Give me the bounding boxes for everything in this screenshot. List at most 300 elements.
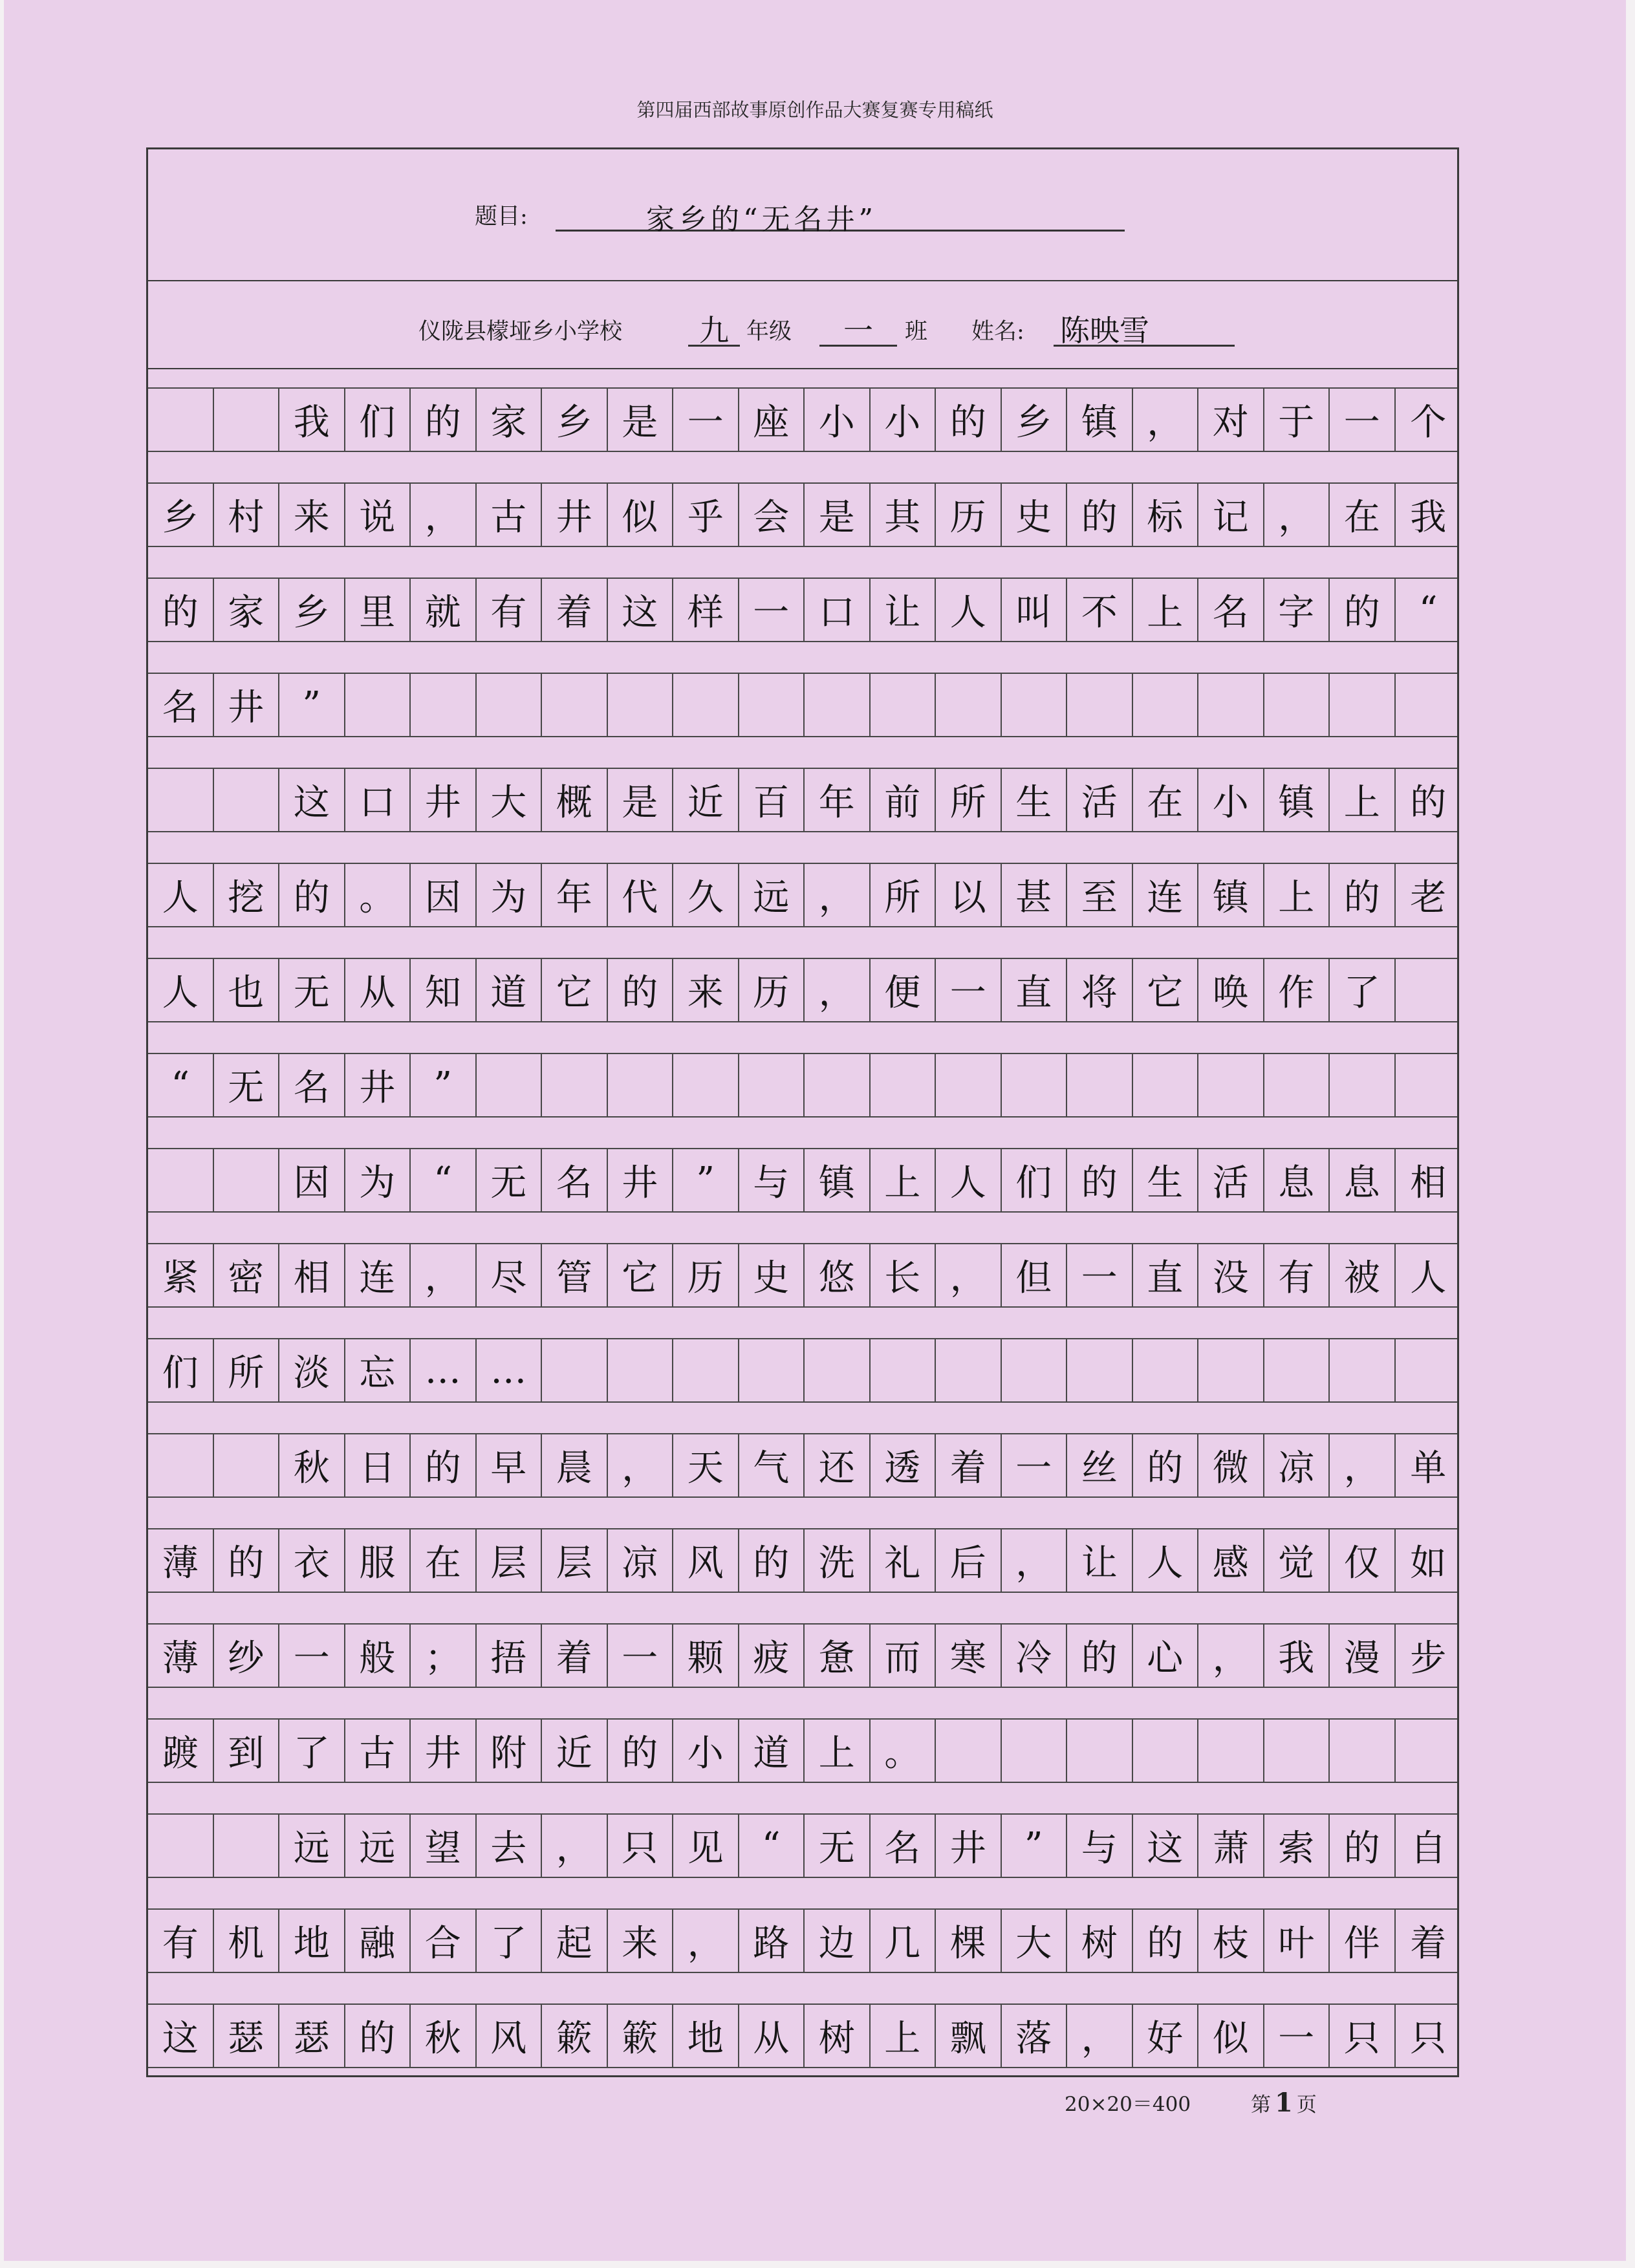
grid-cell: 名: [279, 1054, 345, 1116]
grid-cell: 井: [411, 1720, 477, 1782]
grid-row: [148, 1813, 1457, 1878]
grid-cell: 上: [805, 1720, 871, 1782]
grid-cell: [1067, 1339, 1133, 1401]
grid-cell: 古: [345, 1720, 411, 1782]
grid-cell: 井: [411, 769, 477, 831]
grid-cell: 它: [542, 959, 608, 1021]
grid-cell: [411, 674, 477, 736]
grid-cell: 知: [411, 959, 477, 1021]
contest-header-title: 第四届西部故事原创作品大赛复赛专用稿纸: [636, 99, 993, 121]
grid-row: [148, 482, 1457, 547]
school-name: 仪陇县檬垭乡小学校: [418, 319, 623, 345]
grid-cell: 乡: [542, 389, 608, 451]
grid-cell: 着: [1410, 1923, 1447, 1965]
grid-row: [148, 1338, 1457, 1403]
grid-capacity: 20×20＝400: [1065, 2093, 1191, 2116]
grid-cell: ，: [1133, 389, 1199, 451]
grid-cell: 融: [345, 1910, 411, 1972]
grid-cell: 天: [673, 1434, 739, 1496]
page-prefix: 第: [1251, 2093, 1271, 2117]
grid-cell: 来: [279, 484, 345, 546]
grid-cell: 的: [608, 959, 674, 1021]
grid-cell: 一: [1264, 2005, 1330, 2067]
student-name: 陈映雪: [1060, 313, 1149, 348]
grid-cell: “: [739, 1815, 805, 1877]
grid-cell: 气: [739, 1434, 805, 1496]
grid-cell: 微: [1198, 1434, 1264, 1496]
grid-cell: 活: [1198, 1149, 1264, 1211]
grid-cell: 无: [279, 959, 345, 1021]
grid-row: [148, 578, 1457, 642]
grid-cell: [739, 674, 805, 736]
grid-cell: 见: [673, 1815, 739, 1877]
grid-cell: 所: [214, 1339, 280, 1401]
grid-cell: 但: [1002, 1244, 1068, 1306]
grid-cell: 在: [411, 1529, 477, 1592]
grid-cell: [1067, 1720, 1133, 1782]
grid-cell: 着: [936, 1434, 1002, 1496]
grid-cell: 便: [871, 959, 937, 1021]
grid-cell: 小: [1198, 769, 1264, 831]
grid-cell: 长: [871, 1244, 937, 1306]
grid-cell: [936, 1720, 1002, 1782]
grid-cell: 口: [345, 769, 411, 831]
grid-cell: 凉: [608, 1529, 674, 1592]
grid-cell: 惫: [805, 1625, 871, 1687]
grid-cell: 乡: [148, 484, 214, 546]
grid-cell: [1264, 1720, 1330, 1782]
grid-row: [148, 1718, 1457, 1783]
grid-cell: 附: [477, 1720, 543, 1782]
grid-cell: 因: [411, 864, 477, 926]
grid-cell: 而: [871, 1625, 937, 1687]
grid-cell: [1002, 674, 1068, 736]
grid-cell: 不: [1067, 579, 1133, 641]
grid-cell: 层: [542, 1529, 608, 1592]
grid-cell: 薄: [148, 1529, 214, 1592]
grid-cell: [214, 769, 280, 831]
grid-cell: 人: [1410, 1257, 1447, 1299]
grid-row: [148, 1908, 1457, 1973]
grid-cell: ，: [542, 1815, 608, 1877]
page-number: 1: [1275, 2088, 1293, 2118]
grid-cell: 透: [871, 1434, 937, 1496]
grid-cell: 礼: [871, 1529, 937, 1592]
grid-cell: [214, 1815, 280, 1877]
grid-cell: 感: [1198, 1529, 1264, 1592]
grid-cell: 一: [1002, 1434, 1068, 1496]
grid-cell: 让: [1067, 1529, 1133, 1592]
grid-cell: [673, 1054, 739, 1116]
grid-cell: 是: [805, 484, 871, 546]
grid-cell: 的: [1067, 1149, 1133, 1211]
grid-cell: 镇: [1067, 389, 1133, 451]
grid-cell: 镇: [1264, 769, 1330, 831]
grid-cell: 到: [214, 1720, 280, 1782]
grid-cell: 历: [739, 959, 805, 1021]
grid-cell: 作: [1264, 959, 1330, 1021]
grid-cell: 生: [1002, 769, 1068, 831]
grid-cell: 伴: [1330, 1910, 1396, 1972]
grid-cell: 的: [411, 389, 477, 451]
class-label: 班: [905, 319, 928, 345]
grid-cell: 所: [871, 864, 937, 926]
grid-cell: ，: [805, 959, 871, 1021]
grid-cell: 让: [871, 579, 937, 641]
grid-cell: 服: [345, 1529, 411, 1592]
class-value: 一: [843, 313, 873, 348]
grid-cell: 瑟: [279, 2005, 345, 2067]
grid-cell: [214, 1434, 280, 1496]
grid-cell: 远: [739, 864, 805, 926]
grid-cell: [542, 674, 608, 736]
grid-cell: [1198, 1339, 1264, 1401]
grid-cell: 的: [279, 864, 345, 926]
grid-cell: 来: [608, 1910, 674, 1972]
grid-cell: 无: [805, 1815, 871, 1877]
grid-cell: 一: [936, 959, 1002, 1021]
grid-cell: [871, 1054, 937, 1116]
grid-cell: 的: [1133, 1910, 1199, 1972]
grid-cell: [1396, 1054, 1462, 1116]
grid-cell: 没: [1198, 1244, 1264, 1306]
grid-row: [148, 1528, 1457, 1593]
grid-cell: 只: [1330, 2005, 1396, 2067]
grid-cell: 一: [739, 579, 805, 641]
grid-cell: 唤: [1198, 959, 1264, 1021]
grid-cell: 树: [1067, 1910, 1133, 1972]
grid-cell: 洗: [805, 1529, 871, 1592]
grid-cell: 井: [608, 1149, 674, 1211]
grid-cell: 里: [345, 579, 411, 641]
grid-cell: 为: [345, 1149, 411, 1211]
grid-cell: [805, 1054, 871, 1116]
grid-cell: 这: [279, 769, 345, 831]
grid-cell: 标: [1133, 484, 1199, 546]
grid-cell: [1330, 1054, 1396, 1116]
grid-cell: 般: [345, 1625, 411, 1687]
grid-cell: 历: [673, 1244, 739, 1306]
grid-cell: 捂: [477, 1625, 543, 1687]
grid-cell: 近: [673, 769, 739, 831]
grid-cell: 史: [739, 1244, 805, 1306]
grid-cell: 乎: [673, 484, 739, 546]
grid-cell: 人: [148, 959, 214, 1021]
grid-cell: [148, 1815, 214, 1877]
grid-row: [148, 1623, 1457, 1688]
grid-cell: 了: [1330, 959, 1396, 1021]
grid-cell: 它: [1133, 959, 1199, 1021]
grid-cell: 只: [608, 1815, 674, 1877]
grid-cell: 边: [805, 1910, 871, 1972]
grid-cell: [477, 674, 543, 736]
grid-cell: 颗: [673, 1625, 739, 1687]
grid-cell: [1396, 1720, 1462, 1782]
grid-cell: 生: [1133, 1149, 1199, 1211]
grid-cell: 簌: [608, 2005, 674, 2067]
grid-cell: 这: [148, 2005, 214, 2067]
grid-cell: [871, 674, 937, 736]
grid-cell: 在: [1330, 484, 1396, 546]
grid-cell: 一: [608, 1625, 674, 1687]
grid-cell: 。: [345, 864, 411, 926]
grid-cell: 是: [608, 769, 674, 831]
grid-cell: 们: [1002, 1149, 1068, 1211]
essay-title: 家乡的“无名井”: [646, 203, 877, 236]
grid-cell: 家: [477, 389, 543, 451]
grid-cell: 了: [279, 1720, 345, 1782]
grid-cell: 息: [1264, 1149, 1330, 1211]
grid-cell: [673, 674, 739, 736]
grid-cell: [542, 1339, 608, 1401]
grid-cell: 好: [1133, 2005, 1199, 2067]
grid-cell: [148, 1149, 214, 1211]
grid-cell: 家: [214, 579, 280, 641]
grid-cell: 其: [871, 484, 937, 546]
grid-cell: 这: [608, 579, 674, 641]
grid-cell: 座: [739, 389, 805, 451]
grid-cell: 。: [871, 1720, 937, 1782]
grid-cell: 人: [1133, 1529, 1199, 1592]
grid-cell: 寒: [936, 1625, 1002, 1687]
grid-cell: 相: [279, 1244, 345, 1306]
grid-cell: 仅: [1330, 1529, 1396, 1592]
grid-cell: [477, 1054, 543, 1116]
grid-cell: 名: [542, 1149, 608, 1211]
grid-cell: 名: [148, 674, 214, 736]
grid-cell: 我: [279, 389, 345, 451]
grid-cell: 与: [1067, 1815, 1133, 1877]
grid-cell: 紧: [148, 1244, 214, 1306]
grid-cell: [936, 1339, 1002, 1401]
grid-cell: 连: [345, 1244, 411, 1306]
grid-cell: 大: [477, 769, 543, 831]
grid-cell: 因: [279, 1149, 345, 1211]
grid-cell: 的: [1330, 579, 1396, 641]
grid-cell: 井: [542, 484, 608, 546]
grid-cell: 久: [673, 864, 739, 926]
grid-row: [148, 673, 1457, 737]
grid-cell: 的: [1067, 1625, 1133, 1687]
grid-cell: 似: [608, 484, 674, 546]
page-suffix: 页: [1296, 2093, 1317, 2117]
grid-cell: ，: [805, 864, 871, 926]
grid-cell: 就: [411, 579, 477, 641]
grid-cell: 甚: [1002, 864, 1068, 926]
grid-cell: 的: [1330, 1815, 1396, 1877]
grid-cell: 秋: [411, 2005, 477, 2067]
grid-cell: [608, 1054, 674, 1116]
grid-cell: 风: [477, 2005, 543, 2067]
grid-cell: 有: [1264, 1244, 1330, 1306]
grid-cell: 从: [345, 959, 411, 1021]
grid-cell: 年: [805, 769, 871, 831]
grid-cell: 息: [1330, 1149, 1396, 1211]
grid-cell: 于: [1264, 389, 1330, 451]
student-info-row: [148, 281, 1457, 369]
grid-row: [148, 1053, 1457, 1118]
manuscript-frame: [146, 147, 1459, 2077]
grid-cell: 会: [739, 484, 805, 546]
grid-cell: 还: [805, 1434, 871, 1496]
grid-cell: 落: [1002, 2005, 1068, 2067]
grid-cell: 为: [477, 864, 543, 926]
grid-cell: 地: [279, 1910, 345, 1972]
grid-cell: 飘: [936, 2005, 1002, 2067]
grid-cell: [1264, 1054, 1330, 1116]
grid-row: [148, 1243, 1457, 1308]
grid-cell: [1264, 1339, 1330, 1401]
grid-cell: 被: [1330, 1244, 1396, 1306]
grid-cell: 将: [1067, 959, 1133, 1021]
grid-cell: 近: [542, 1720, 608, 1782]
grid-cell: 的: [608, 1720, 674, 1782]
grid-cell: 早: [477, 1434, 543, 1496]
grid-cell: 口: [805, 579, 871, 641]
grid-cell: 了: [477, 1910, 543, 1972]
grid-cell: ，: [1067, 2005, 1133, 2067]
grid-cell: 的: [345, 2005, 411, 2067]
grid-cell: 棵: [936, 1910, 1002, 1972]
grid-cell: 年: [542, 864, 608, 926]
grid-cell: [1133, 674, 1199, 736]
grid-cell: ，: [1198, 1625, 1264, 1687]
grid-cell: 字: [1264, 579, 1330, 641]
grid-cell: 晨: [542, 1434, 608, 1496]
grid-cell: 心: [1133, 1625, 1199, 1687]
grid-cell: 无: [477, 1149, 543, 1211]
grid-cell: 至: [1067, 864, 1133, 926]
grid-cell: 古: [477, 484, 543, 546]
grid-cell: [1330, 1720, 1396, 1782]
grid-cell: 树: [805, 2005, 871, 2067]
grid-cell: …: [477, 1339, 543, 1401]
grid-cell: 忘: [345, 1339, 411, 1401]
grid-cell: 上: [871, 1149, 937, 1211]
grid-cell: [936, 674, 1002, 736]
grid-row: [148, 958, 1457, 1022]
grid-cell: [1198, 674, 1264, 736]
grid-cell: 小: [673, 1720, 739, 1782]
grid-cell: 叶: [1264, 1910, 1330, 1972]
grid-cell: 机: [214, 1910, 280, 1972]
grid-cell: 井: [936, 1815, 1002, 1877]
grid-cell: [1067, 1054, 1133, 1116]
grid-cell: ，: [608, 1434, 674, 1496]
grid-cell: 直: [1002, 959, 1068, 1021]
grid-cell: 记: [1198, 484, 1264, 546]
grid-cell: 踱: [148, 1720, 214, 1782]
grid-cell: 名: [1198, 579, 1264, 641]
grid-cell: 疲: [739, 1625, 805, 1687]
grid-cell: 密: [214, 1244, 280, 1306]
grid-cell: 镇: [805, 1149, 871, 1211]
grid-cell: 层: [477, 1529, 543, 1592]
grid-cell: 薄: [148, 1625, 214, 1687]
grid-cell: 有: [477, 579, 543, 641]
grid-cell: ，: [673, 1910, 739, 1972]
grid-cell: [805, 1339, 871, 1401]
grid-cell: 上: [1330, 769, 1396, 831]
grid-cell: ”: [1002, 1815, 1068, 1877]
grid-cell: 井: [214, 674, 280, 736]
grid-cell: 老: [1410, 877, 1447, 919]
grid-cell: 与: [739, 1149, 805, 1211]
grid-cell: 后: [936, 1529, 1002, 1592]
grid-cell: ”: [279, 674, 345, 736]
grid-cell: [739, 1054, 805, 1116]
grade-label: 年级: [746, 319, 792, 345]
grid-cell: 似: [1198, 2005, 1264, 2067]
grid-cell: 大: [1002, 1910, 1068, 1972]
grid-cell: 一: [673, 389, 739, 451]
grid-cell: [1330, 1339, 1396, 1401]
grid-cell: 单: [1410, 1447, 1447, 1489]
grid-cell: ”: [411, 1054, 477, 1116]
grid-cell: [1264, 674, 1330, 736]
grid-cell: 代: [608, 864, 674, 926]
grid-cell: [1133, 1339, 1199, 1401]
grid-cell: 们: [345, 389, 411, 451]
name-label: 姓名:: [971, 319, 1024, 345]
grid-cell: 百: [739, 769, 805, 831]
grid-cell: [1396, 674, 1462, 736]
grid-cell: 索: [1264, 1815, 1330, 1877]
grid-cell: 人: [936, 1149, 1002, 1211]
grid-cell: [1067, 674, 1133, 736]
grid-cell: 史: [1002, 484, 1068, 546]
grid-cell: [739, 1339, 805, 1401]
grid-cell: 的: [214, 1529, 280, 1592]
grid-cell: 叫: [1002, 579, 1068, 641]
grid-cell: 道: [477, 959, 543, 1021]
grid-row: [148, 863, 1457, 927]
grid-cell: 历: [936, 484, 1002, 546]
grid-cell: 概: [542, 769, 608, 831]
grid-cell: 小: [871, 389, 937, 451]
grid-cell: 远: [345, 1815, 411, 1877]
grid-row: [148, 1433, 1457, 1498]
grid-row: [148, 1148, 1457, 1213]
grid-cell: 的: [1133, 1434, 1199, 1496]
grid-cell: 冷: [1002, 1625, 1068, 1687]
grid-cell: [148, 769, 214, 831]
grid-cell: ，: [1264, 484, 1330, 546]
grid-cell: [1002, 1339, 1068, 1401]
grid-cell: ；: [411, 1625, 477, 1687]
grid-cell: 人: [148, 864, 214, 926]
grid-cell: 人: [936, 579, 1002, 641]
grid-cell: 乡: [1002, 389, 1068, 451]
grid-cell: [1330, 674, 1396, 736]
grid-cell: 丝: [1067, 1434, 1133, 1496]
grid-cell: [805, 674, 871, 736]
grid-cell: 样: [673, 579, 739, 641]
grid-cell: 对: [1198, 389, 1264, 451]
grid-cell: [214, 1149, 280, 1211]
title-row: [148, 149, 1457, 281]
grid-cell: 一: [1330, 389, 1396, 451]
grid-cell: 淡: [279, 1339, 345, 1401]
grid-cell: “: [411, 1149, 477, 1211]
manuscript-sheet: [4, 0, 1626, 2261]
grid-cell: 的: [936, 389, 1002, 451]
grid-cell: 乡: [279, 579, 345, 641]
grid-cell: 路: [739, 1910, 805, 1972]
grid-cell: 我: [1264, 1625, 1330, 1687]
grid-cell: 悠: [805, 1244, 871, 1306]
grid-cell: “: [1418, 589, 1438, 631]
